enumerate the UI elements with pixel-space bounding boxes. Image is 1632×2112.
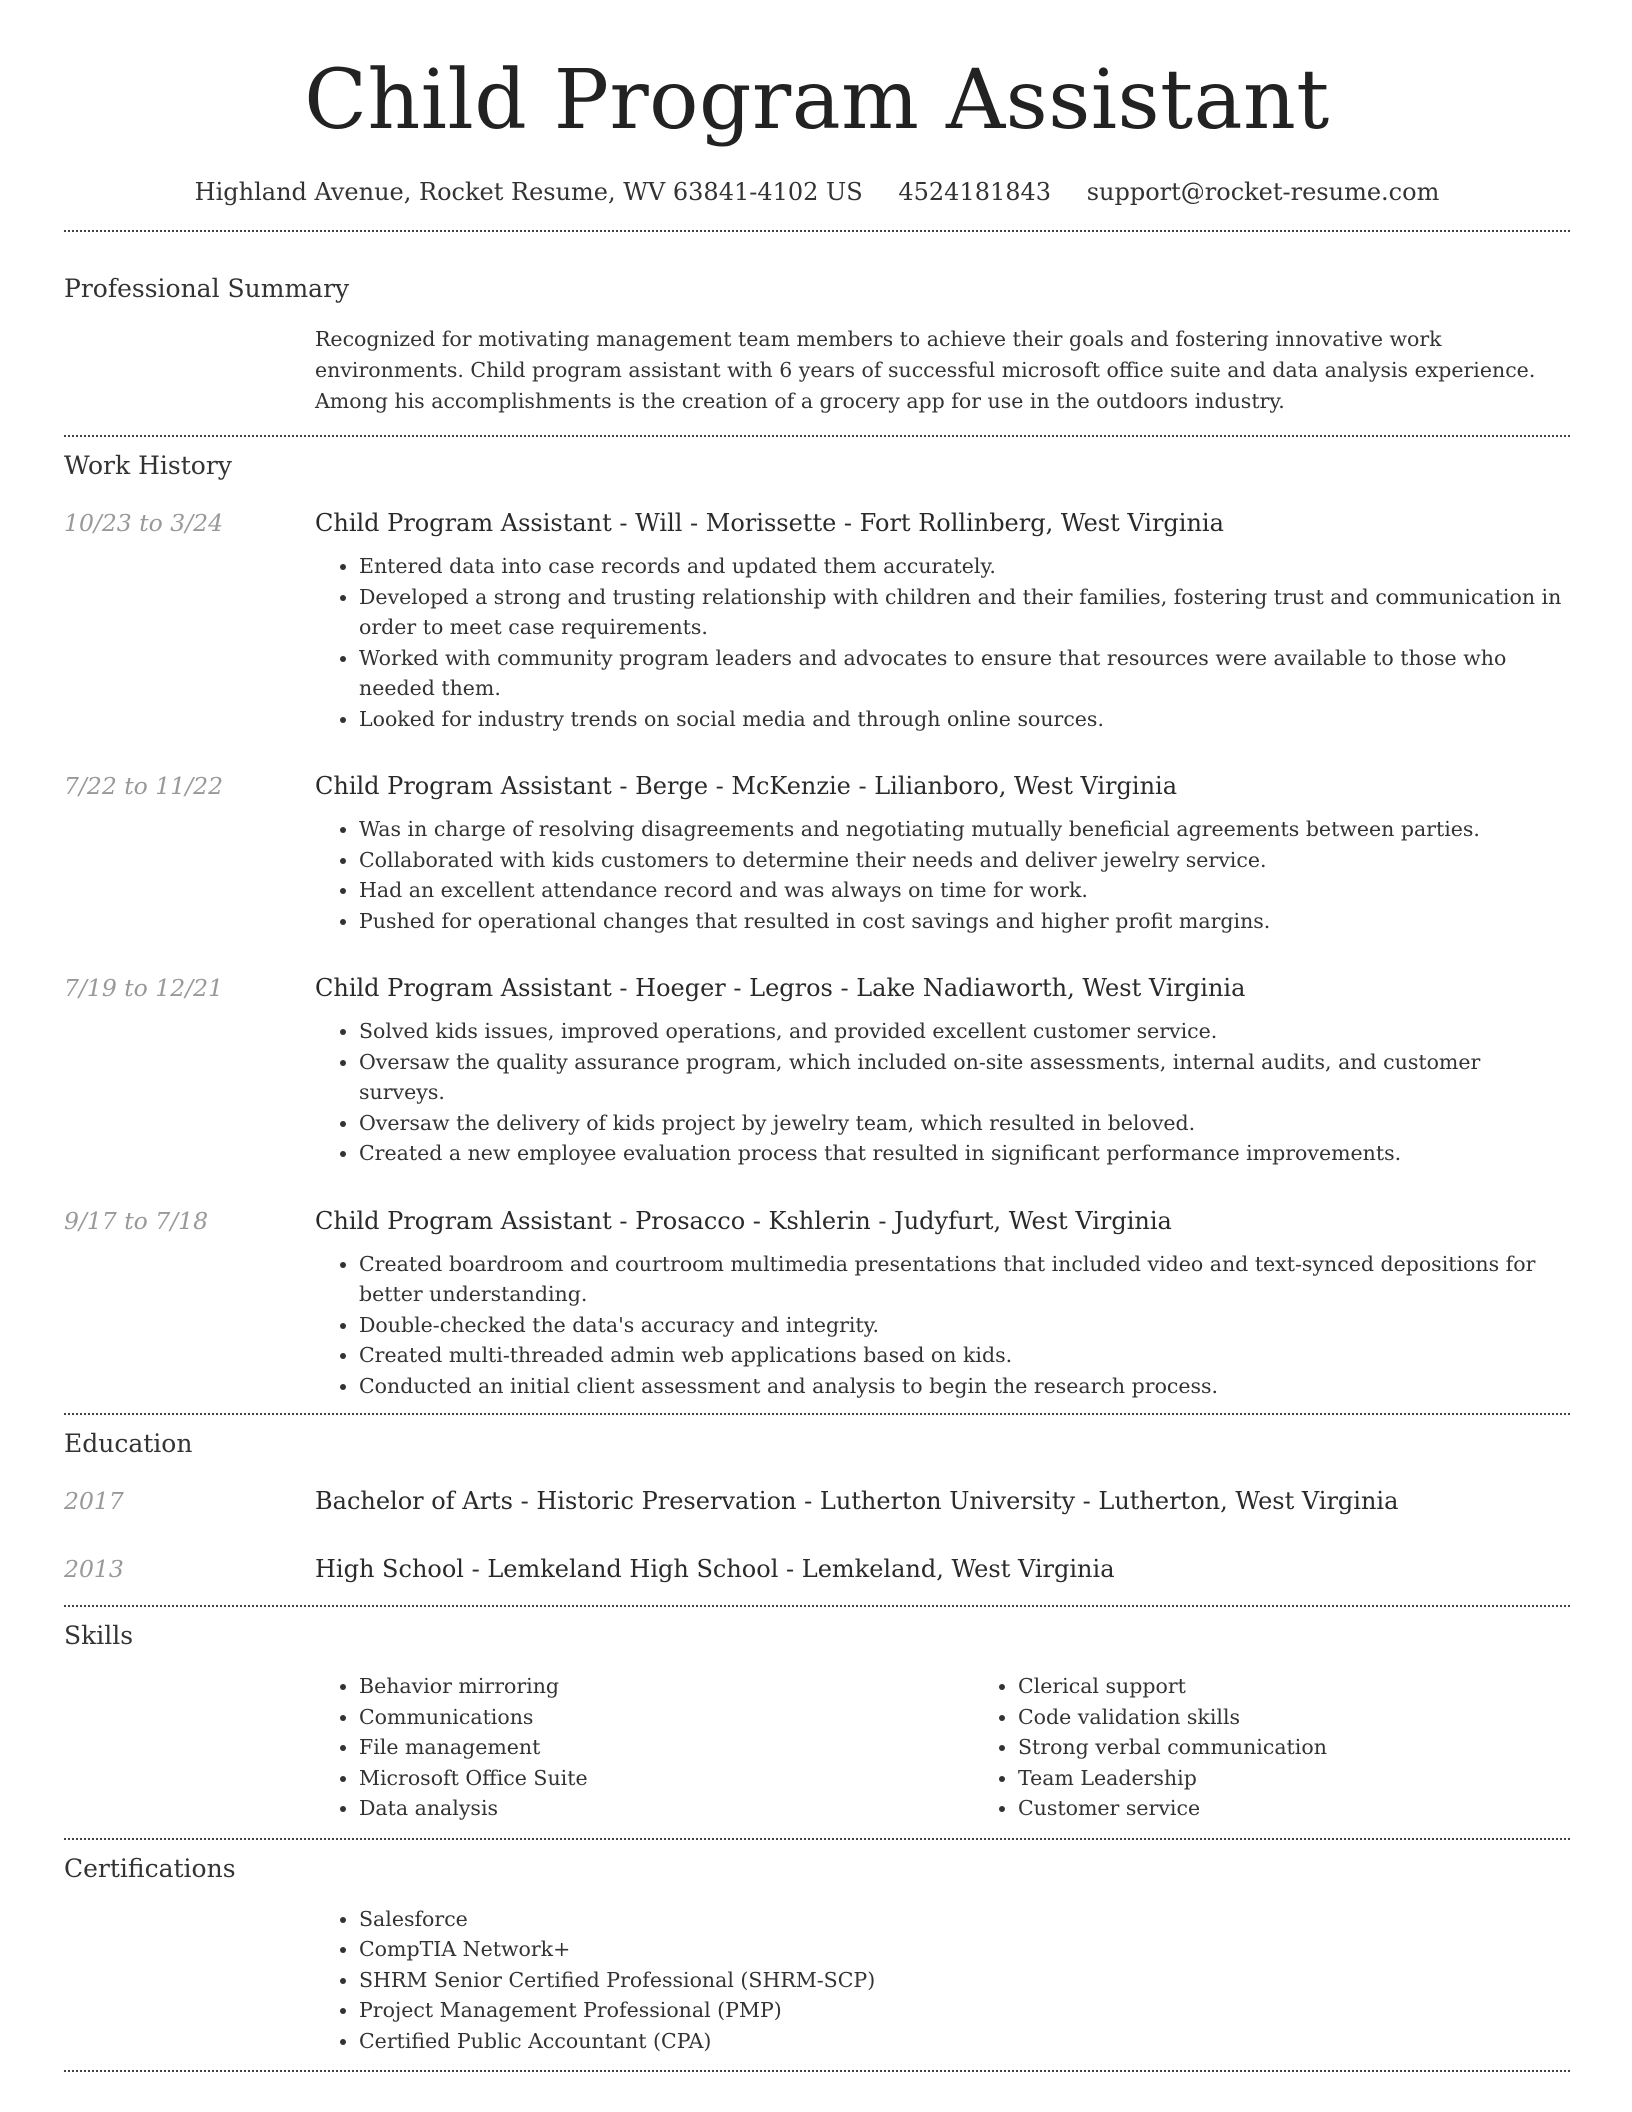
education-entry <box>64 1551 1570 1587</box>
list-item: • Oversaw the quality assurance program, which included on-site assessments, internal audits, and customer surveys. <box>359 1047 1570 1108</box>
list-item: • Oversaw the delivery of kids project by jewelry team, which resulted in beloved. <box>359 1108 1570 1139</box>
list-item: • Project Management Professional (PMP) <box>359 1995 1570 2026</box>
certifications-list <box>315 1904 1570 2057</box>
job-heading: Child Program Assistant - Hoeger - Legros - Lake Nadiaworth, West Virginia <box>315 974 1246 1002</box>
list-item: • Solved kids issues, improved operations, and provided excellent customer service. <box>359 1016 1570 1047</box>
education-heading: High School - Lemkeland High School - Lemkeland, West Virginia <box>315 1555 1115 1583</box>
job-heading: Child Program Assistant - Prosacco - Kshlerin - Judyfurt, West Virginia <box>315 1206 1172 1235</box>
list-item: • CompTIA Network+ <box>359 1934 1570 1965</box>
certifications-block <box>315 1904 1570 2057</box>
list-item: • Salesforce <box>359 1904 1570 1935</box>
contact-phone: 4524181843 <box>898 178 1052 206</box>
job-entry <box>64 970 1570 1169</box>
list-item: • Looked for industry trends on social media and through online sources. <box>359 704 1570 735</box>
list-item: • SHRM Senior Certified Professional (SHRM-SCP) <box>359 1965 1570 1996</box>
contact-line <box>64 174 1570 210</box>
list-item: • Created a new employee evaluation process that resulted in significant performance improvements. <box>359 1138 1570 1169</box>
job-dates: 7/22 to 11/22 <box>64 772 224 800</box>
list-item: • Developed a strong and trusting relationship with children and their families, fostering trust and communication in order to meet case requirements. <box>359 582 1570 643</box>
list-item: • Was in charge of resolving disagreements and negotiating mutually beneficial agreements between parties. <box>359 814 1570 845</box>
job-dates: 9/17 to 7/18 <box>64 1206 209 1235</box>
list-item: • Entered data into case records and updated them accurately. <box>359 551 1570 582</box>
education-year: 2013 <box>64 1555 124 1583</box>
list-item: • File management <box>359 1732 974 1763</box>
divider <box>64 230 1570 232</box>
education-entry <box>64 1483 1570 1519</box>
job-bullets <box>315 1249 1570 1402</box>
list-item: • Created multi-threaded admin web applications based on kids. <box>359 1340 1570 1371</box>
summary-text: Recognized for motivating management team members to achieve their goals and fostering innovative work environments. Child program assistant with 6 years of successful microsoft office suite and data analysis experience. Among his accomplishments is the creation of a grocery app for use in the outdoors industry. <box>315 327 1536 413</box>
resume-page <box>64 0 1570 2072</box>
list-item: • Double-checked the data's accuracy and integrity. <box>359 1310 1570 1341</box>
divider <box>64 1413 1570 1415</box>
job-bullets <box>315 814 1570 936</box>
skills-list <box>315 1671 1570 1824</box>
list-item: • Had an excellent attendance record and was always on time for work. <box>359 875 1570 906</box>
contact-email: support@rocket-resume.com <box>1086 178 1440 206</box>
job-entry <box>64 1203 1570 1402</box>
education-year: 2017 <box>64 1487 124 1515</box>
section-title-certifications: Certifications <box>64 1853 236 1883</box>
list-item: • Strong verbal communication <box>1018 1732 1632 1763</box>
list-item: • Communications <box>359 1702 974 1733</box>
section-title-work-history: Work History <box>64 451 232 480</box>
section-title-education: Education <box>64 1429 193 1458</box>
resume-name: Child Program Assistant <box>304 53 1330 148</box>
job-heading: Child Program Assistant - Berge - McKenzie - Lilianboro, West Virginia <box>315 772 1178 800</box>
divider <box>64 435 1570 437</box>
list-item: • Behavior mirroring <box>359 1671 974 1702</box>
section-title-summary: Professional Summary <box>64 274 350 303</box>
section-title-skills: Skills <box>64 1621 134 1650</box>
list-item: • Team Leadership <box>1018 1763 1632 1794</box>
divider <box>64 1605 1570 1607</box>
list-item: • Clerical support <box>1018 1671 1632 1702</box>
list-item: • Certified Public Accountant (CPA) <box>359 2026 1570 2057</box>
skills-column-left <box>315 1671 974 1824</box>
list-item: • Collaborated with kids customers to determine their needs and deliver jewelry service. <box>359 845 1570 876</box>
divider <box>64 1838 1570 1840</box>
job-entry <box>64 768 1570 936</box>
education-heading: Bachelor of Arts - Historic Preservation - Lutherton University - Lutherton, West Virginia <box>315 1487 1399 1515</box>
divider <box>64 2070 1570 2072</box>
list-item: • Created boardroom and courtroom multimedia presentations that included video and text-synced depositions for better understanding. <box>359 1249 1570 1310</box>
job-dates: 10/23 to 3/24 <box>64 509 224 537</box>
job-bullets <box>315 1016 1570 1169</box>
list-item: • Customer service <box>1018 1793 1632 1824</box>
job-entry <box>64 505 1570 734</box>
contact-address: Highland Avenue, Rocket Resume, WV 63841-4102 US <box>194 178 863 206</box>
job-bullets <box>315 551 1570 734</box>
list-item: • Conducted an initial client assessment and analysis to begin the research process. <box>359 1371 1570 1402</box>
list-item: • Worked with community program leaders and advocates to ensure that resources were available to those who needed them. <box>359 643 1570 704</box>
job-heading: Child Program Assistant - Will - Morissette - Fort Rollinberg, West Virginia <box>315 509 1224 537</box>
list-item: • Code validation skills <box>1018 1702 1632 1733</box>
skills-column-right <box>974 1671 1632 1824</box>
list-item: • Microsoft Office Suite <box>359 1763 974 1794</box>
list-item: • Pushed for operational changes that resulted in cost savings and higher profit margins. <box>359 906 1570 937</box>
job-dates: 7/19 to 12/21 <box>64 974 224 1002</box>
list-item: • Data analysis <box>359 1793 974 1824</box>
